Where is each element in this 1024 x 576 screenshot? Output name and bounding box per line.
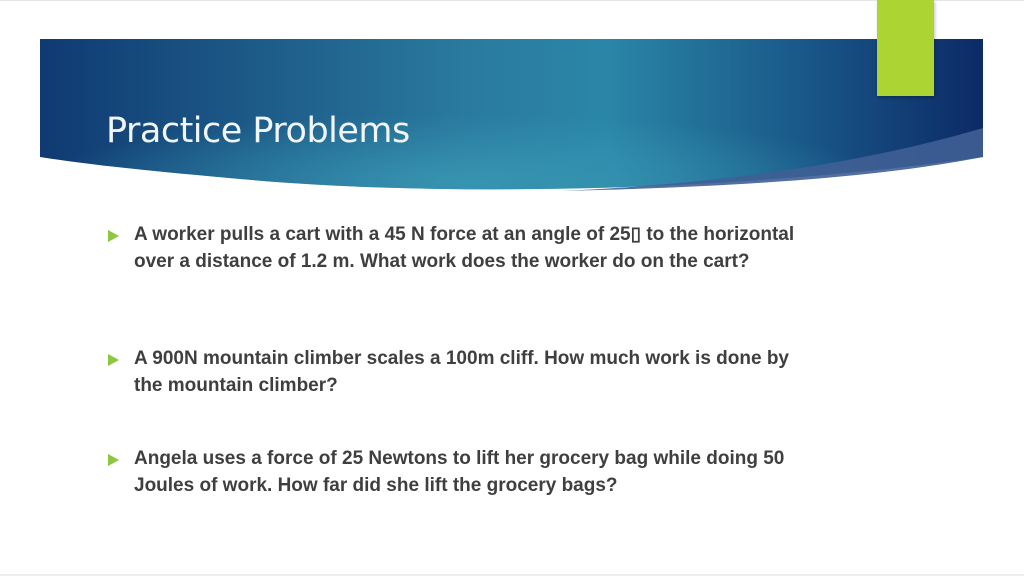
- problem-text: Angela uses a force of 25 Newtons to lift her grocery bag while doing 50 Joules of work. How far did she lift the grocery bags?: [134, 448, 785, 496]
- problem-item-3: [108, 446, 808, 499]
- problem-item-2: [108, 346, 808, 399]
- problem-text: A worker pulls a cart with a 45 N force at an angle of 25▯ to the horizontal over a distance of 1.2 m. What work does the worker do on the cart?: [134, 224, 795, 272]
- problem-text: A 900N mountain climber scales a 100m cliff. How much work is done by the mountain climber?: [134, 348, 789, 396]
- slide-title: Practice Problems: [106, 111, 410, 152]
- triangle-bullet-icon: [108, 454, 119, 466]
- accent-tab: [877, 0, 934, 96]
- triangle-bullet-icon: [108, 354, 119, 366]
- triangle-bullet-icon: [108, 230, 119, 242]
- problem-item-1: [108, 222, 808, 275]
- top-border: [0, 0, 1024, 1]
